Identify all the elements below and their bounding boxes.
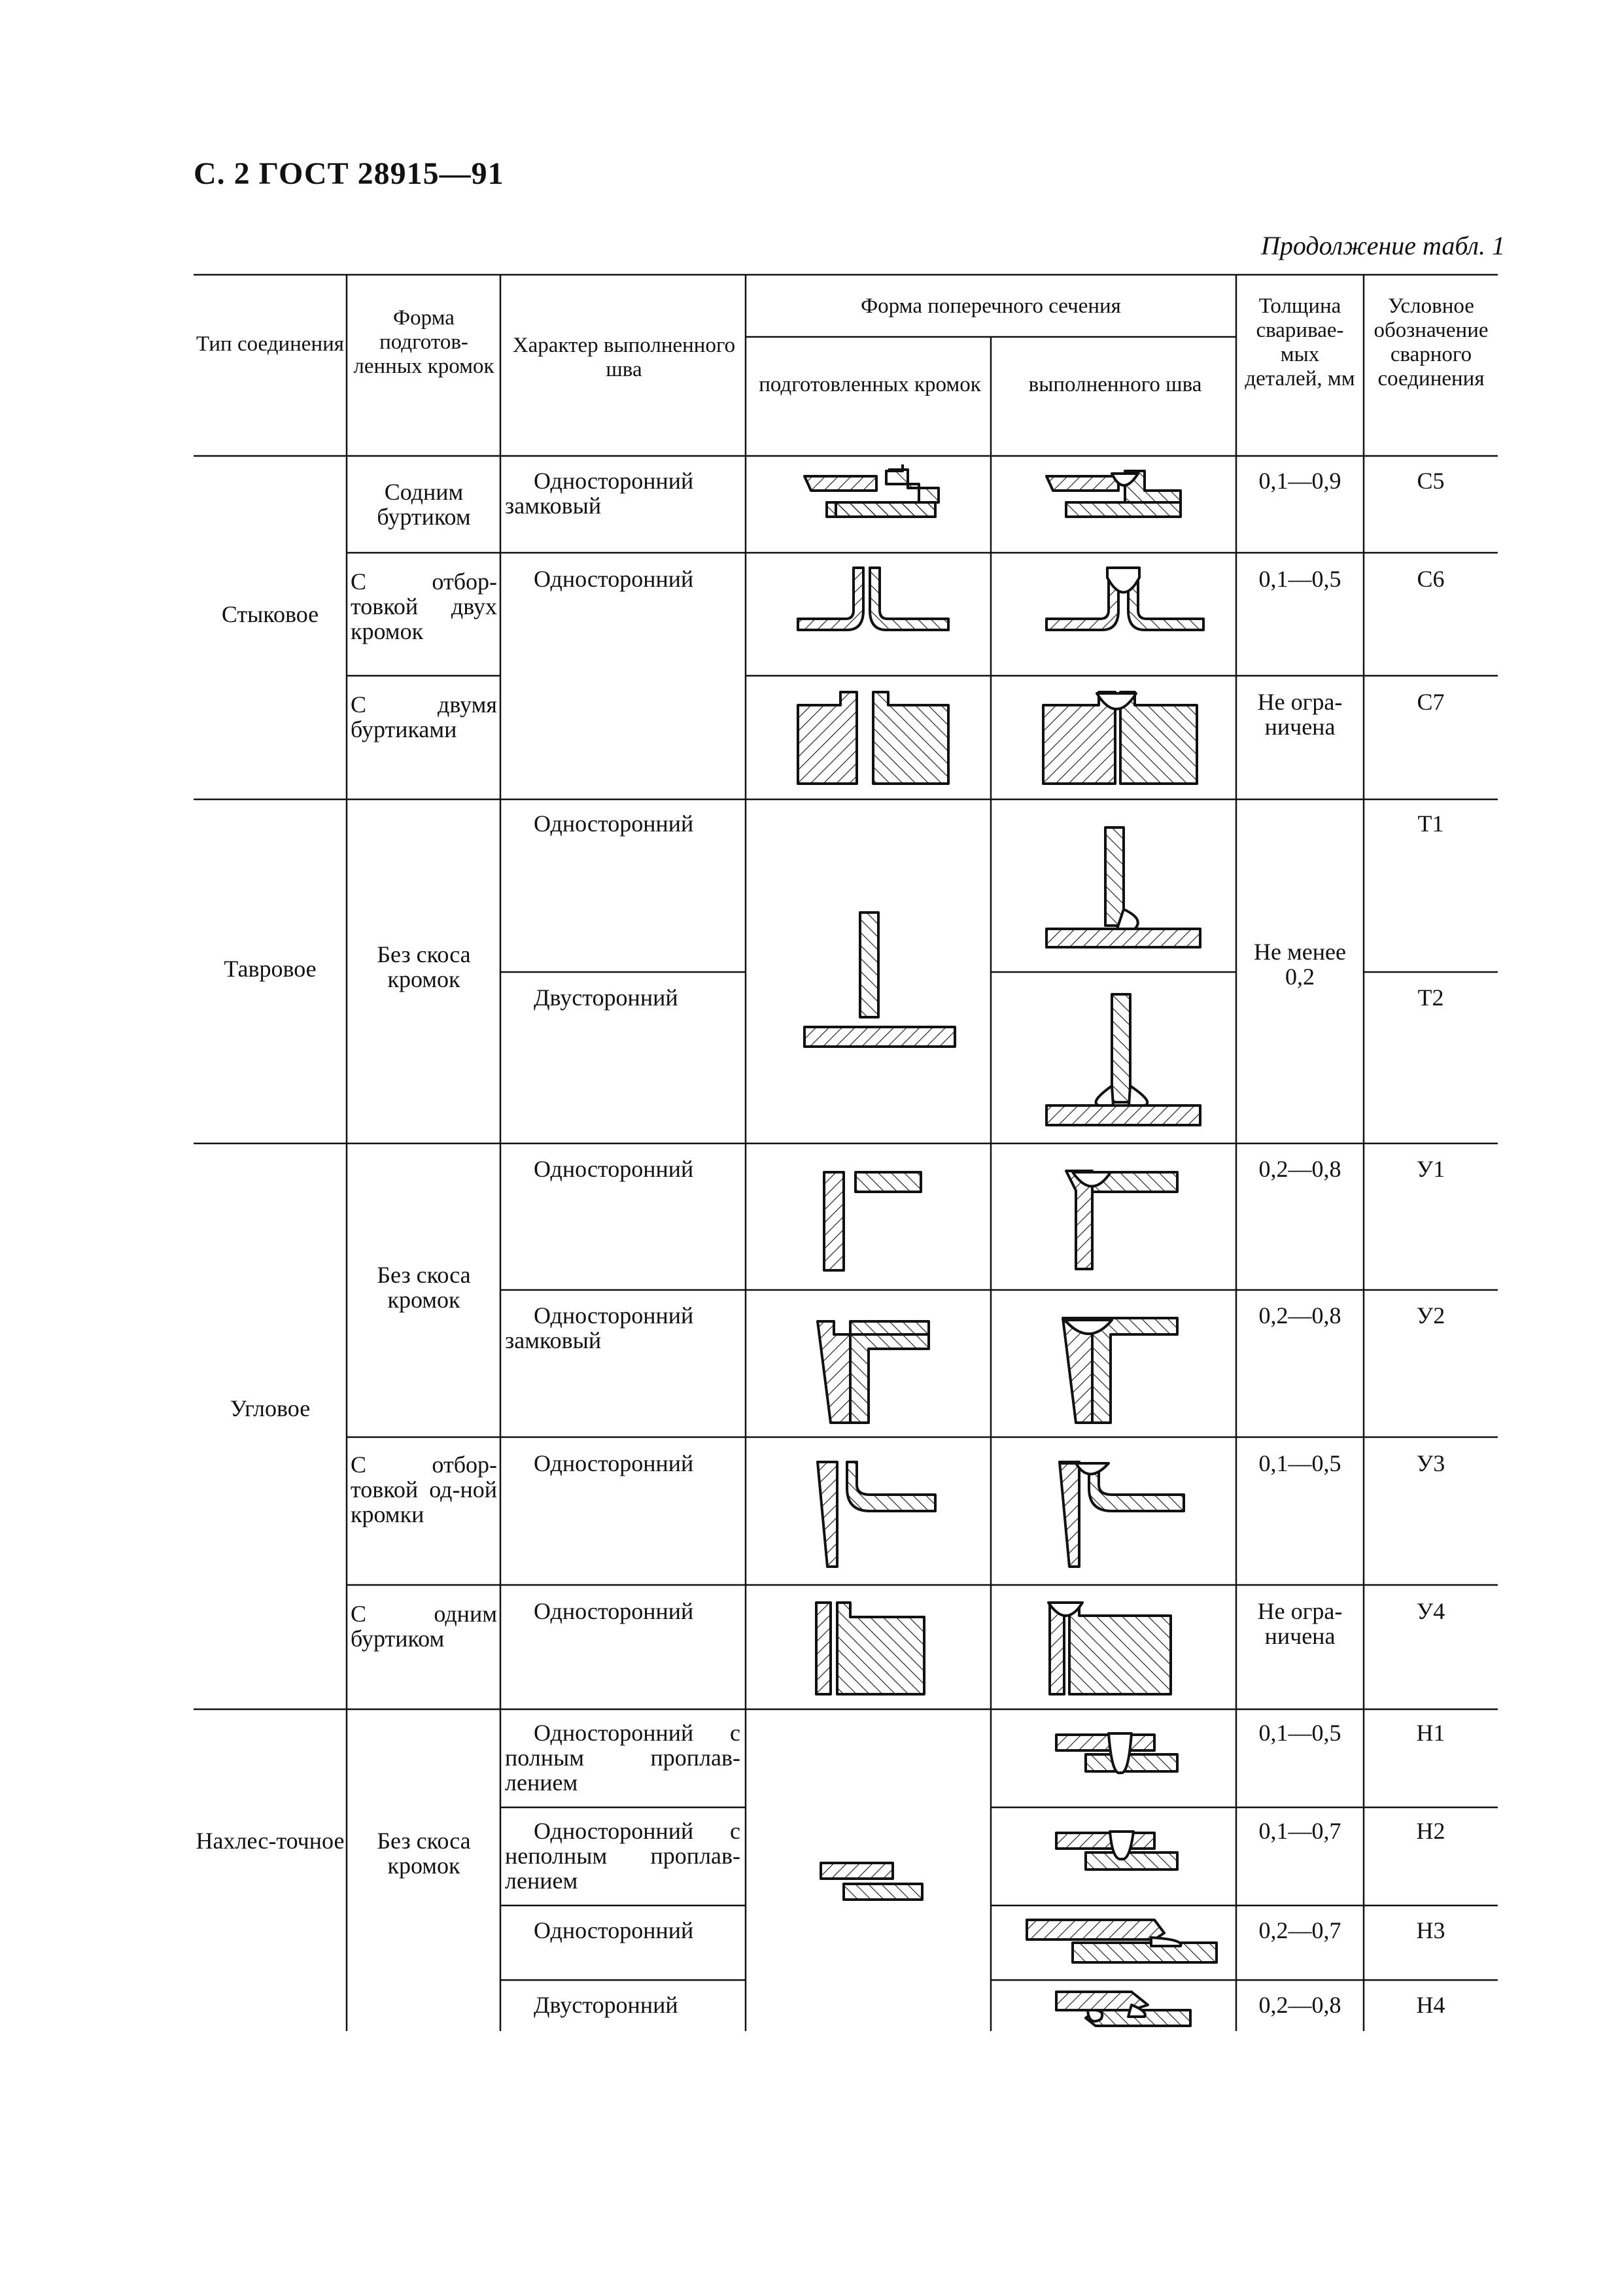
flanged-butt-prep-icon bbox=[795, 561, 952, 659]
weld-u1: Односторонний bbox=[534, 1156, 694, 1182]
tee-double-weld-icon bbox=[1040, 988, 1210, 1138]
code-t1: Т1 bbox=[1417, 810, 1444, 837]
code-u1: У1 bbox=[1416, 1156, 1445, 1182]
corner-flange-prep-icon bbox=[808, 1455, 945, 1573]
lap-fillet-weld-icon bbox=[1020, 1910, 1223, 1972]
flanged-butt-weld-icon bbox=[1040, 561, 1210, 659]
lap-full-penetration-weld-icon bbox=[1050, 1727, 1181, 1786]
weld-c6: Односторонний bbox=[534, 566, 694, 592]
header-cross-section: Форма поперечного сечения bbox=[861, 294, 1121, 318]
weld-u4: Односторонний bbox=[534, 1598, 694, 1624]
tee-prep-icon bbox=[795, 906, 965, 1063]
code-c6: С6 bbox=[1417, 566, 1445, 592]
edge-form-u3: С отбор-товкой од-ной кромки bbox=[351, 1452, 497, 1527]
edge-form-u4: С одним буртиком bbox=[351, 1601, 497, 1652]
thickness-u2: 0,2—0,8 bbox=[1258, 1302, 1341, 1329]
corner-weld-icon bbox=[1060, 1164, 1190, 1276]
thickness-h3: 0,2—0,7 bbox=[1258, 1917, 1341, 1943]
header-type: Тип соединения bbox=[196, 332, 344, 356]
weld-u3: Односторонний bbox=[534, 1450, 694, 1476]
corner-flange-weld-icon bbox=[1050, 1455, 1194, 1573]
thickness-u4: Не огра-ничена bbox=[1257, 1598, 1343, 1649]
code-c5: С5 bbox=[1417, 468, 1445, 494]
corner-prep-icon bbox=[818, 1164, 929, 1276]
thickness-h2: 0,1—0,7 bbox=[1258, 1818, 1341, 1844]
group-type-corner: Угловое bbox=[230, 1395, 311, 1421]
lock-butt-weld-icon bbox=[1040, 464, 1197, 536]
corner-bead-weld-icon bbox=[1037, 1596, 1181, 1701]
code-c7: С7 bbox=[1417, 689, 1445, 715]
continuation-caption: Продолжение табл. 1 bbox=[1260, 231, 1505, 260]
thickness-h4: 0,2—0,8 bbox=[1258, 1992, 1341, 2018]
thickness-u1: 0,2—0,8 bbox=[1258, 1156, 1341, 1182]
tee-single-weld-icon bbox=[1040, 821, 1210, 958]
page-header: С. 2 ГОСТ 28915—91 bbox=[194, 156, 504, 191]
code-u2: У2 bbox=[1416, 1302, 1445, 1329]
group-type-lap: Нахлес-точное bbox=[196, 1828, 345, 1854]
code-t2: Т2 bbox=[1417, 984, 1444, 1011]
code-u4: У4 bbox=[1416, 1598, 1445, 1624]
lap-partial-penetration-weld-icon bbox=[1050, 1825, 1181, 1884]
code-h4: Н4 bbox=[1416, 1992, 1445, 2018]
weld-h3: Односторонний bbox=[534, 1917, 694, 1943]
double-bead-butt-weld-icon bbox=[1037, 686, 1207, 790]
lap-double-fillet-weld-icon bbox=[1050, 1985, 1200, 2034]
weld-t1: Односторонний bbox=[534, 810, 694, 837]
weld-c5: Односторонний замковый bbox=[505, 468, 694, 519]
corner-bead-prep-icon bbox=[810, 1596, 941, 1701]
code-h3: Н3 bbox=[1416, 1917, 1445, 1943]
edge-form-tee: Без скоса кромок bbox=[377, 941, 471, 992]
thickness-c7: Не огра-ничена bbox=[1257, 689, 1343, 740]
double-bead-butt-prep-icon bbox=[791, 686, 961, 790]
edge-form-c5: Содним буртиком bbox=[377, 479, 471, 530]
thickness-c6: 0,1—0,5 bbox=[1258, 566, 1341, 592]
header-finished-weld: выполненного шва bbox=[1028, 373, 1202, 396]
header-prepared-edges: подготовленных кромок bbox=[759, 373, 981, 396]
weld-h4: Двусторонний bbox=[534, 1992, 678, 2018]
code-h1: Н1 bbox=[1416, 1720, 1445, 1746]
code-u3: У3 bbox=[1416, 1450, 1445, 1476]
header-thickness: Толщина сваривае-мых деталей, мм bbox=[1245, 294, 1355, 391]
weld-h1: Односторонний с полным проплав-лением bbox=[505, 1720, 740, 1796]
header-designation: Условное обозначение сварного соединения bbox=[1373, 294, 1489, 391]
lock-butt-prep-icon bbox=[785, 464, 955, 536]
edge-form-lap: Без скоса кромок bbox=[377, 1828, 471, 1879]
edge-form-corner-plain: Без скоса кромок bbox=[377, 1262, 471, 1313]
weld-t2: Двусторонний bbox=[534, 984, 678, 1011]
edge-form-c7: С двумя буртиками bbox=[351, 691, 497, 742]
edge-form-c6: С отбор-товкой двух кромок bbox=[351, 568, 497, 644]
group-type-tee: Тавровое bbox=[224, 956, 317, 982]
thickness-tee: Не менее 0,2 bbox=[1254, 939, 1346, 990]
header-edge-form: Форма подготов-ленных кромок bbox=[353, 306, 494, 378]
thickness-c5: 0,1—0,9 bbox=[1258, 468, 1341, 494]
group-type-butt: Стыковое bbox=[221, 601, 319, 627]
corner-lock-prep-icon bbox=[811, 1308, 942, 1426]
lap-prep-icon bbox=[814, 1856, 939, 1909]
corner-lock-weld-icon bbox=[1053, 1308, 1190, 1426]
weld-u2: Односторонний замковый bbox=[505, 1302, 694, 1353]
thickness-h1: 0,1—0,5 bbox=[1258, 1720, 1341, 1746]
thickness-u3: 0,1—0,5 bbox=[1258, 1450, 1341, 1476]
weld-h2: Односторонний с неполным проплав-лением bbox=[505, 1818, 740, 1894]
code-h2: Н2 bbox=[1416, 1818, 1445, 1844]
header-weld-character: Характер выполненного шва bbox=[512, 334, 736, 381]
